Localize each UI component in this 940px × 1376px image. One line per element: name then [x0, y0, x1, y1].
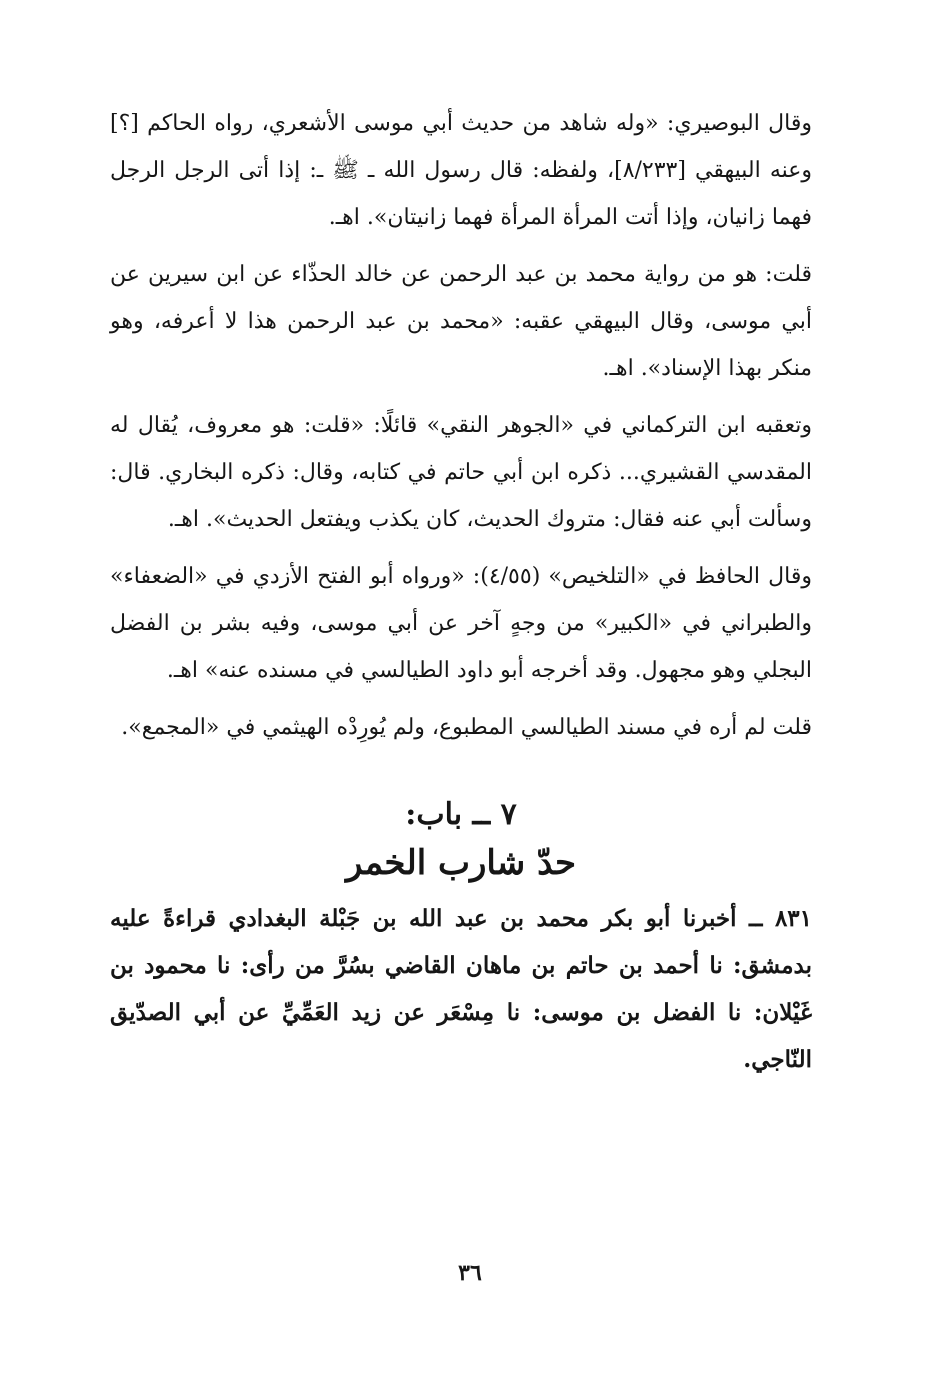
chapter-title: حدّ شارب الخمر — [346, 843, 576, 883]
paragraph-tayalisi-note: قلت لم أره في مسند الطيالسي المطبوع، ولم يُورِدْه الهيثمي في «المجمع». — [121, 715, 812, 740]
page-number: ٣٦ — [458, 1260, 482, 1286]
page-body — [110, 100, 812, 1083]
chapter-label: ٧ ــ باب: — [405, 797, 517, 832]
paragraph-hafiz-talkhis: وقال الحافظ في «التلخيص» (٤/٥٥): «ورواه أبو الفتح الأزدي في «الضعفاء» والطبراني في «الكبير» من وجهٍ آخر عن أبي موسى، وفيه بشر بن الفضل البجلي وهو مجهول. وقد أخرجه أبو داود الطيالسي في مسنده عنه» اهـ. — [110, 564, 812, 683]
hadith-text: ٨٣١ ــ أخبرنا أبو بكر محمد بن عبد الله بن جَبْلة البغدادي قراءةً عليه بدمشق: نا أحمد بن حاتم بن ماهان القاضي بسُرَّ من رأى: نا محمود بن غَيْلان: نا الفضل بن موسى: نا مِسْعَر عن زيد العَمِّيِّ عن أبي الصدّيق النّاجي. — [110, 905, 812, 1073]
chapter-heading — [110, 793, 812, 889]
paragraph-busiri-quote: وقال البوصيري: «وله شاهد من حديث أبي موسى الأشعري، رواه الحاكم [؟] وعنه البيهقي [٨/٢٣٣]، ولفظه: قال رسول الله ـ ﷺ ـ: إذا أتى الرجل الرجل فهما زانيان، وإذا أتت المرأة المرأة فهما زانيتان». اهـ. — [110, 111, 813, 230]
paragraph-turkmani-rebuttal: وتعقبه ابن التركماني في «الجوهر النقي» قائلًا: «قلت: هو معروف، يُقال له المقدسي القشيري... ذكره ابن أبي حاتم في كتابه، وقال: ذكره البخاري. قال: وسألت أبي عنه فقال: متروك الحديث، كان يكذب ويفتعل الحديث». اهـ. — [110, 413, 812, 532]
paragraph-author-comment: قلت: هو من رواية محمد بن عبد الرحمن عن خالد الحذّاء عن ابن سيرين عن أبي موسى، وقال البيهقي عقبه: «محمد بن عبد الرحمن هذا لا أعرفه، وهو منكر بهذا الإسناد». اهـ. — [110, 262, 812, 381]
